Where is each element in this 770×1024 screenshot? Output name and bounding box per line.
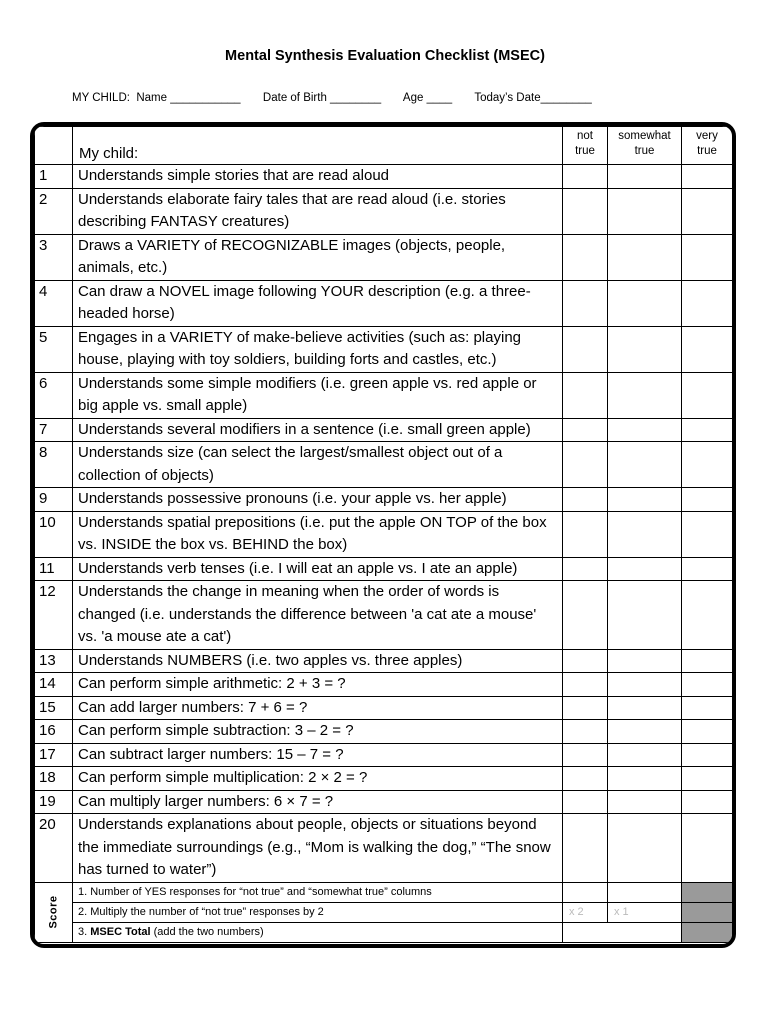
- not-true-checkbox[interactable]: [563, 581, 608, 650]
- item-text: Can add larger numbers: 7 + 6 = ?: [73, 696, 563, 720]
- not-true-checkbox[interactable]: [563, 442, 608, 488]
- somewhat-true-checkbox[interactable]: [608, 488, 682, 512]
- not-true-header: not true: [563, 127, 608, 165]
- score-shaded-cell: [682, 922, 733, 942]
- not-true-checkbox[interactable]: [563, 790, 608, 814]
- very-true-checkbox[interactable]: [682, 165, 733, 189]
- very-true-checkbox[interactable]: [682, 814, 733, 883]
- not-true-checkbox[interactable]: [563, 649, 608, 673]
- item-text: Understands explanations about people, objects or situations beyond the immediate surroundings (e.g., “Mom is walking the dog,” “The snow has turned to water”): [73, 814, 563, 883]
- item-text: Understands several modifiers in a sentence (i.e. small green apple): [73, 418, 563, 442]
- item-number: 17: [35, 743, 73, 767]
- score-box-somewhat-true-1[interactable]: [608, 882, 682, 902]
- item-text: Engages in a VARIETY of make-believe activities (such as: playing house, playing with toy soldiers, building forts and castles, etc.): [73, 326, 563, 372]
- not-true-checkbox[interactable]: [563, 165, 608, 189]
- item-number: 9: [35, 488, 73, 512]
- not-true-checkbox[interactable]: [563, 557, 608, 581]
- checklist-row: [35, 188, 733, 234]
- not-true-checkbox[interactable]: [563, 743, 608, 767]
- item-text: Understands possessive pronouns (i.e. your apple vs. her apple): [73, 488, 563, 512]
- checklist-row: [35, 743, 733, 767]
- checklist-row: [35, 696, 733, 720]
- score-label: Score: [35, 882, 73, 942]
- very-true-checkbox[interactable]: [682, 790, 733, 814]
- very-true-checkbox[interactable]: [682, 511, 733, 557]
- item-text: Draws a VARIETY of RECOGNIZABLE images (objects, people, animals, etc.): [73, 234, 563, 280]
- somewhat-true-checkbox[interactable]: [608, 442, 682, 488]
- score-box-not-true-1[interactable]: [563, 882, 608, 902]
- very-true-checkbox[interactable]: [682, 188, 733, 234]
- number-header-cell: [35, 127, 73, 165]
- item-number: 16: [35, 720, 73, 744]
- checklist-row: [35, 326, 733, 372]
- item-text: Can draw a NOVEL image following YOUR description (e.g. a three-headed horse): [73, 280, 563, 326]
- very-true-checkbox[interactable]: [682, 488, 733, 512]
- very-true-checkbox[interactable]: [682, 234, 733, 280]
- somewhat-true-checkbox[interactable]: [608, 581, 682, 650]
- very-true-checkbox[interactable]: [682, 280, 733, 326]
- score-shaded-cell: [682, 902, 733, 922]
- item-text: Understands the change in meaning when the order of words is changed (i.e. understands the difference between 'a cat ate a mouse' vs. 'a mouse ate a cat'): [73, 581, 563, 650]
- somewhat-true-checkbox[interactable]: [608, 743, 682, 767]
- item-text: Understands spatial prepositions (i.e. put the apple ON TOP of the box vs. INSIDE the box vs. BEHIND the box): [73, 511, 563, 557]
- very-true-checkbox[interactable]: [682, 743, 733, 767]
- not-true-checkbox[interactable]: [563, 234, 608, 280]
- very-true-checkbox[interactable]: [682, 696, 733, 720]
- somewhat-true-checkbox[interactable]: [608, 280, 682, 326]
- somewhat-true-checkbox[interactable]: [608, 165, 682, 189]
- checklist-row: [35, 790, 733, 814]
- checklist-row: [35, 814, 733, 883]
- checklist-row: [35, 488, 733, 512]
- somewhat-true-checkbox[interactable]: [608, 557, 682, 581]
- somewhat-true-checkbox[interactable]: [608, 511, 682, 557]
- not-true-checkbox[interactable]: [563, 696, 608, 720]
- checklist-row: [35, 234, 733, 280]
- child-info-line: MY CHILD: Name ___________ Date of Birth ________ Age ____ Today’s Date________: [72, 92, 592, 104]
- item-text: Can perform simple subtraction: 3 – 2 = ?: [73, 720, 563, 744]
- somewhat-true-checkbox[interactable]: [608, 418, 682, 442]
- not-true-checkbox[interactable]: [563, 418, 608, 442]
- item-text: Understands size (can select the largest/smallest object out of a collection of objects): [73, 442, 563, 488]
- item-number: 3: [35, 234, 73, 280]
- score-instruction-3: 3. MSEC Total (add the two numbers): [73, 922, 563, 942]
- item-number: 13: [35, 649, 73, 673]
- somewhat-true-checkbox[interactable]: [608, 696, 682, 720]
- checklist-row: [35, 280, 733, 326]
- very-true-header: very true: [682, 127, 733, 165]
- somewhat-true-checkbox[interactable]: [608, 326, 682, 372]
- somewhat-true-checkbox[interactable]: [608, 188, 682, 234]
- checklist-row: [35, 581, 733, 650]
- very-true-checkbox[interactable]: [682, 557, 733, 581]
- item-header: My child:: [73, 127, 563, 165]
- checklist-row: [35, 767, 733, 791]
- item-number: 5: [35, 326, 73, 372]
- somewhat-true-checkbox[interactable]: [608, 649, 682, 673]
- multiplier-not-true: x 2: [563, 902, 608, 922]
- somewhat-true-checkbox[interactable]: [608, 814, 682, 883]
- item-number: 2: [35, 188, 73, 234]
- multiplier-somewhat-true: x 1: [608, 902, 682, 922]
- very-true-checkbox[interactable]: [682, 372, 733, 418]
- checklist-row: [35, 165, 733, 189]
- checklist-row: [35, 418, 733, 442]
- checklist-row: [35, 649, 733, 673]
- checklist-row: [35, 673, 733, 697]
- very-true-checkbox[interactable]: [682, 418, 733, 442]
- somewhat-true-checkbox[interactable]: [608, 673, 682, 697]
- not-true-checkbox[interactable]: [563, 767, 608, 791]
- somewhat-true-checkbox[interactable]: [608, 790, 682, 814]
- header-row: [35, 127, 733, 165]
- score-instruction-2: 2. Multiply the number of “not true” responses by 2: [73, 902, 563, 922]
- not-true-checkbox[interactable]: [563, 326, 608, 372]
- checklist-row: [35, 511, 733, 557]
- not-true-checkbox[interactable]: [563, 188, 608, 234]
- item-number: 20: [35, 814, 73, 883]
- checklist-table: [34, 126, 733, 943]
- score-row-1: [35, 882, 733, 902]
- not-true-checkbox[interactable]: [563, 372, 608, 418]
- score-row-2: [35, 902, 733, 922]
- not-true-checkbox[interactable]: [563, 280, 608, 326]
- checklist-row: [35, 557, 733, 581]
- somewhat-true-checkbox[interactable]: [608, 720, 682, 744]
- item-text: Can perform simple multiplication: 2 × 2 = ?: [73, 767, 563, 791]
- very-true-checkbox[interactable]: [682, 767, 733, 791]
- item-text: Can subtract larger numbers: 15 – 7 = ?: [73, 743, 563, 767]
- very-true-checkbox[interactable]: [682, 673, 733, 697]
- not-true-checkbox[interactable]: [563, 720, 608, 744]
- item-number: 4: [35, 280, 73, 326]
- item-text: Understands NUMBERS (i.e. two apples vs. three apples): [73, 649, 563, 673]
- checklist-row: [35, 720, 733, 744]
- item-text: Understands simple stories that are read aloud: [73, 165, 563, 189]
- very-true-checkbox[interactable]: [682, 442, 733, 488]
- checklist-frame: [30, 122, 736, 948]
- msec-total-box[interactable]: [563, 922, 682, 942]
- very-true-checkbox[interactable]: [682, 720, 733, 744]
- item-text: Understands some simple modifiers (i.e. green apple vs. red apple or big apple vs. small apple): [73, 372, 563, 418]
- item-number: 1: [35, 165, 73, 189]
- item-text: Can perform simple arithmetic: 2 + 3 = ?: [73, 673, 563, 697]
- very-true-checkbox[interactable]: [682, 581, 733, 650]
- item-number: 8: [35, 442, 73, 488]
- very-true-checkbox[interactable]: [682, 326, 733, 372]
- item-text: Understands verb tenses (i.e. I will eat an apple vs. I ate an apple): [73, 557, 563, 581]
- checklist-row: [35, 372, 733, 418]
- somewhat-true-checkbox[interactable]: [608, 372, 682, 418]
- item-number: 12: [35, 581, 73, 650]
- very-true-checkbox[interactable]: [682, 649, 733, 673]
- document-title: Mental Synthesis Evaluation Checklist (MSEC): [225, 48, 545, 64]
- item-number: 19: [35, 790, 73, 814]
- item-text: Understands elaborate fairy tales that are read aloud (i.e. stories describing FANTASY creatures): [73, 188, 563, 234]
- item-number: 6: [35, 372, 73, 418]
- not-true-checkbox[interactable]: [563, 488, 608, 512]
- somewhat-true-header: somewhat true: [608, 127, 682, 165]
- score-row-3: [35, 922, 733, 942]
- item-number: 10: [35, 511, 73, 557]
- item-text: Can multiply larger numbers: 6 × 7 = ?: [73, 790, 563, 814]
- not-true-checkbox[interactable]: [563, 814, 608, 883]
- item-number: 7: [35, 418, 73, 442]
- item-number: 18: [35, 767, 73, 791]
- item-number: 14: [35, 673, 73, 697]
- not-true-checkbox[interactable]: [563, 511, 608, 557]
- somewhat-true-checkbox[interactable]: [608, 767, 682, 791]
- not-true-checkbox[interactable]: [563, 673, 608, 697]
- score-instruction-1: 1. Number of YES responses for “not true” and “somewhat true” columns: [73, 882, 563, 902]
- somewhat-true-checkbox[interactable]: [608, 234, 682, 280]
- item-number: 11: [35, 557, 73, 581]
- score-shaded-cell: [682, 882, 733, 902]
- checklist-row: [35, 442, 733, 488]
- item-number: 15: [35, 696, 73, 720]
